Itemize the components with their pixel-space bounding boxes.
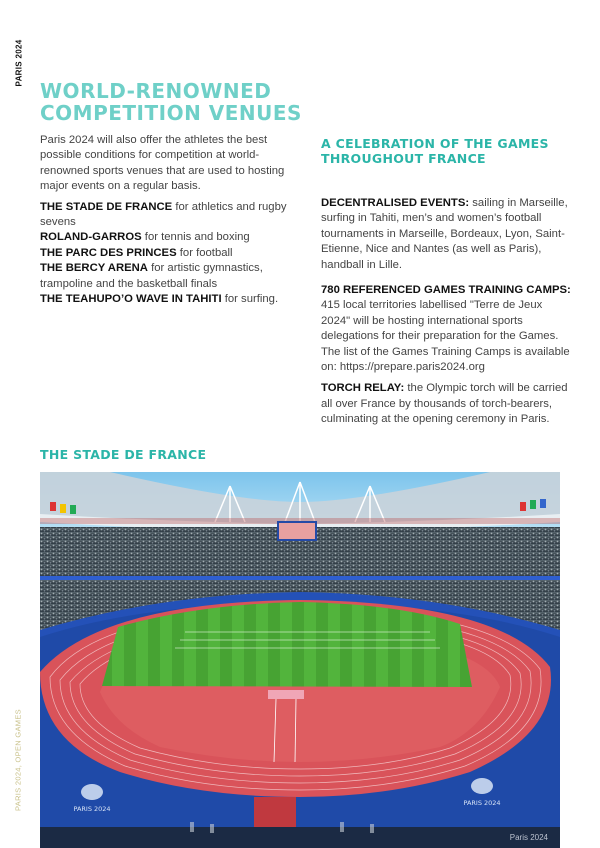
track-logo-text-right: PARIS 2024 xyxy=(463,799,501,807)
stadium-illustration xyxy=(40,472,560,848)
paris-2024-logo-left xyxy=(81,784,103,800)
venue-name: THE STADE DE FRANCE xyxy=(40,200,173,213)
venue-name: ROLAND-GARROS xyxy=(40,231,142,244)
torch-relay-paragraph xyxy=(321,381,571,427)
side-label-bottom-text: PARIS 2024, OPEN GAMES xyxy=(13,709,23,811)
main-title xyxy=(40,80,302,124)
decentralised-events-paragraph xyxy=(321,196,571,273)
paragraph-text: 415 local territories labellised "Terre de Jeux 2024" will be hosting international sports delegations for their preparation for the Games. The list of the Games Training Camps is available on: https://prepare.paris2024.org xyxy=(321,299,570,374)
venues-column xyxy=(40,133,295,307)
venue-desc: for athletics and rugby sevens xyxy=(40,200,287,229)
side-label-top xyxy=(12,38,26,88)
venue-desc: for artistic gymnastics, trampoline and the basketball finals xyxy=(40,262,263,290)
venue-item xyxy=(40,261,295,292)
celebration-title xyxy=(321,136,549,166)
paragraph-lead: DECENTRALISED EVENTS: xyxy=(321,197,470,209)
celebration-title-line2: THROUGHOUT FRANCE xyxy=(321,151,486,166)
training-camps-paragraph xyxy=(321,283,571,375)
paragraph-text: sailing in Marseille, surfing in Tahiti, men’s and women’s football tournaments in Marseille, Bordeaux, Lyon, Saint- Etienne, Nice and Nantes (as well as Paris), handball in Lille. xyxy=(321,197,568,271)
venue-item xyxy=(40,200,295,231)
venue-name: THE BERCY ARENA xyxy=(40,262,148,275)
venue-desc: for surfing. xyxy=(221,293,279,306)
venue-desc: for tennis and boxing xyxy=(141,231,250,244)
venue-item xyxy=(40,292,295,307)
stade-de-france-title: THE STADE DE FRANCE xyxy=(40,447,207,462)
side-label-top-text: PARIS 2024 xyxy=(14,39,24,87)
venues-intro: Paris 2024 will also offer the athletes the best possible conditions for competition at world- renowned sports venues that are used to hosting major events on a regular basis. xyxy=(40,134,285,193)
venue-item xyxy=(40,246,295,261)
stadium-photo xyxy=(40,472,560,848)
track-logo-text-left: PARIS 2024 xyxy=(73,805,111,813)
main-title-line1: WORLD-RENOWNED xyxy=(40,79,272,103)
celebration-title-line1: A CELEBRATION OF THE GAMES xyxy=(321,136,549,151)
paragraph-lead: 780 REFERENCED GAMES TRAINING CAMPS: xyxy=(321,284,571,297)
side-label-bottom xyxy=(10,700,26,820)
paragraph-text: the Olympic torch will be carried all over France by thousands of torch-bearers, culminating at the opening ceremony in Paris. xyxy=(321,382,568,426)
venue-desc: for football xyxy=(176,246,233,259)
main-title-line2: COMPETITION VENUES xyxy=(40,101,302,125)
photo-caption: Paris 2024 xyxy=(509,833,548,842)
paris-2024-logo-right xyxy=(471,778,493,794)
venue-name: THE PARC DES PRINCES xyxy=(40,246,177,259)
venue-name: THE TEAHUPO’O WAVE IN TAHITI xyxy=(40,293,222,306)
celebration-column xyxy=(321,196,571,433)
paragraph-lead: TORCH RELAY: xyxy=(321,382,405,395)
venue-item xyxy=(40,230,295,245)
